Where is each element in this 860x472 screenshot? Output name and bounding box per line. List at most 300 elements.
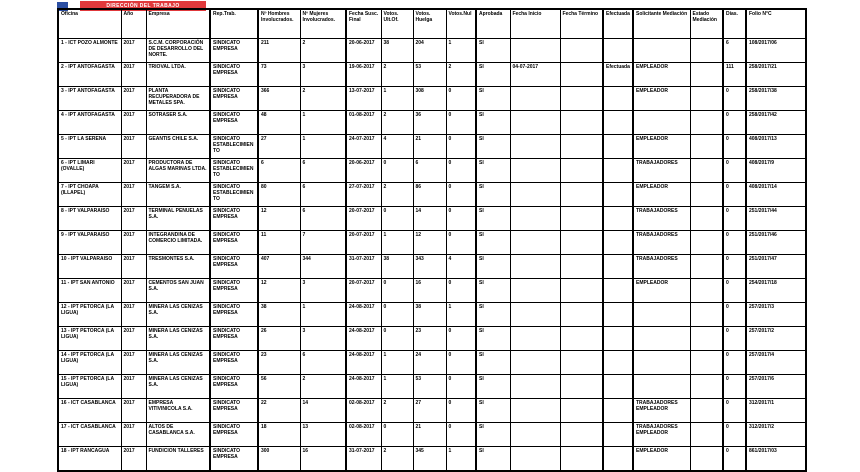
table-cell — [690, 327, 723, 351]
table-cell — [603, 111, 633, 135]
table-cell: 0 — [723, 87, 746, 111]
column-header: Oficina — [58, 9, 121, 39]
table-cell: 24-07-2017 — [346, 135, 381, 159]
table-cell: 24-08-2017 — [346, 327, 381, 351]
table-cell: 0 — [446, 87, 476, 111]
column-header: Nº Hombres Involucrados. — [258, 9, 300, 39]
table-cell — [560, 135, 603, 159]
table-cell: 0 — [723, 279, 746, 303]
table-cell — [633, 111, 690, 135]
column-header: Votos. Huelga — [413, 9, 446, 39]
table-cell: 16 — [300, 447, 346, 472]
table-cell: 257/2017/3 — [746, 303, 806, 327]
table-cell — [510, 375, 560, 399]
table-cell: 0 — [446, 135, 476, 159]
table-cell: PRODUCTORA DE ALGAS MARINAS LTDA. — [146, 159, 210, 183]
table-cell: SINDICATO EMPRESA — [210, 375, 258, 399]
table-cell: 38 — [258, 303, 300, 327]
table-cell: 211 — [258, 39, 300, 63]
table-cell: TRABAJADORES — [633, 255, 690, 279]
table-cell: 56 — [258, 375, 300, 399]
table-row — [58, 135, 806, 159]
table-cell: 2017 — [121, 279, 146, 303]
table-cell: 0 — [446, 207, 476, 231]
column-header: Días. — [723, 9, 746, 39]
table-cell: 6 — [723, 39, 746, 63]
table-row — [58, 159, 806, 183]
table-cell: SINDICATO EMPRESA — [210, 447, 258, 472]
table-cell: 2017 — [121, 207, 146, 231]
table-cell: 257/2017/6 — [746, 375, 806, 399]
table-cell: 53 — [413, 375, 446, 399]
table-cell: 251/2017/46 — [746, 231, 806, 255]
table-cell: SINDICATO EMPRESA — [210, 87, 258, 111]
table-cell: 4 - IPT ANTOFAGASTA — [58, 111, 121, 135]
table-cell: 0 — [446, 351, 476, 375]
table-cell: SINDICATO EMPRESA — [210, 279, 258, 303]
table-cell: 0 — [723, 423, 746, 447]
table-cell: 73 — [258, 63, 300, 87]
table-cell — [603, 183, 633, 207]
table-cell: SOTRASER S.A. — [146, 111, 210, 135]
table-cell: 21 — [413, 135, 446, 159]
table-cell — [603, 327, 633, 351]
table-cell: 0 — [381, 207, 413, 231]
table-cell: 2 — [381, 111, 413, 135]
table-cell: 27-07-2017 — [346, 183, 381, 207]
table-cell — [603, 39, 633, 63]
table-cell — [510, 279, 560, 303]
table-cell: MINERA LAS CENIZAS S.A. — [146, 351, 210, 375]
table-cell: SI — [476, 231, 510, 255]
table-cell — [603, 399, 633, 423]
table-cell — [510, 447, 560, 472]
table-cell: 0 — [381, 327, 413, 351]
table-row — [58, 207, 806, 231]
table-cell: 258/2017/21 — [746, 63, 806, 87]
table-cell: ALTOS DE CASABLANCA S.A. — [146, 423, 210, 447]
table-cell: 343 — [413, 255, 446, 279]
table-cell: 0 — [446, 183, 476, 207]
table-cell: 21 — [413, 423, 446, 447]
table-cell: 1 — [300, 111, 346, 135]
table-cell — [560, 351, 603, 375]
table-cell — [560, 447, 603, 472]
table-cell: 7 — [300, 231, 346, 255]
table-cell — [603, 207, 633, 231]
table-cell — [603, 303, 633, 327]
column-header: Rep.Trab. — [210, 9, 258, 39]
table-cell: EMPRESA VITIVINICOLA S.A. — [146, 399, 210, 423]
table-cell: 4 — [381, 135, 413, 159]
table-cell: SI — [476, 279, 510, 303]
table-cell: 12 - IPT PETORCA (LA LIGUA) — [58, 303, 121, 327]
table-cell: 1 - ICT POZO ALMONTE — [58, 39, 121, 63]
table-cell: 02-08-2017 — [346, 399, 381, 423]
table-cell: MINERA LAS CENIZAS S.A. — [146, 375, 210, 399]
table-cell — [690, 159, 723, 183]
table-cell — [510, 111, 560, 135]
table-cell: SINDICATO ESTABLECIMIENTO — [210, 183, 258, 207]
table-cell: 0 — [723, 183, 746, 207]
table-cell: 258/2017/38 — [746, 87, 806, 111]
table-cell: 20-06-2017 — [346, 39, 381, 63]
table-cell — [690, 231, 723, 255]
table-cell: 0 — [723, 447, 746, 472]
table-cell: SI — [476, 327, 510, 351]
table-cell: 3 — [300, 279, 346, 303]
table-cell: 2017 — [121, 447, 146, 472]
table-cell — [633, 351, 690, 375]
table-cell — [690, 63, 723, 87]
table-cell — [560, 207, 603, 231]
table-cell: 1 — [381, 351, 413, 375]
table-cell: 0 — [723, 231, 746, 255]
table-cell: 2017 — [121, 375, 146, 399]
table-cell: 111 — [723, 63, 746, 87]
table-cell: 257/2017/4 — [746, 351, 806, 375]
table-cell: 345 — [413, 447, 446, 472]
table-cell: SINDICATO EMPRESA — [210, 303, 258, 327]
table-cell: 2017 — [121, 63, 146, 87]
table-cell: SI — [476, 159, 510, 183]
table-cell: 6 - IPT LIMARI (OVALLE) — [58, 159, 121, 183]
table-cell: 5 - IPT LA SERENA — [58, 135, 121, 159]
table-cell: SI — [476, 207, 510, 231]
strikes-report-table — [57, 8, 807, 472]
table-cell: 0 — [723, 375, 746, 399]
table-cell — [690, 423, 723, 447]
table-cell — [560, 255, 603, 279]
table-cell — [560, 423, 603, 447]
table-cell: 22 — [258, 399, 300, 423]
table-cell: 8 - IPT VALPARAISO — [58, 207, 121, 231]
table-cell — [510, 303, 560, 327]
table-cell: 0 — [446, 423, 476, 447]
table-cell: 0 — [381, 303, 413, 327]
table-cell — [560, 279, 603, 303]
table-cell: GEANTIS CHILE S.A. — [146, 135, 210, 159]
table-row — [58, 111, 806, 135]
table-cell: 20-06-2017 — [346, 159, 381, 183]
table-cell: 1 — [381, 375, 413, 399]
table-cell: 2 - IPT ANTOFAGASTA — [58, 63, 121, 87]
table-cell: 13 - IPT PETORCA (LA LIGUA) — [58, 327, 121, 351]
table-cell: 300 — [258, 447, 300, 472]
table-cell: 23 — [258, 351, 300, 375]
table-cell: 18 - IPT RANCAGUA — [58, 447, 121, 472]
table-cell: EMPLEADOR — [633, 87, 690, 111]
table-cell: SINDICATO EMPRESA — [210, 327, 258, 351]
table-cell — [560, 87, 603, 111]
table-cell: MINERA LAS CENIZAS S.A. — [146, 303, 210, 327]
table-cell: 2017 — [121, 39, 146, 63]
table-cell: 408/2017/13 — [746, 135, 806, 159]
table-cell: 861/2017/03 — [746, 447, 806, 472]
table-cell: Efectuada — [603, 63, 633, 87]
table-cell: 2017 — [121, 231, 146, 255]
table-cell: TERMINAL PENUELAS S.A. — [146, 207, 210, 231]
table-cell: SI — [476, 111, 510, 135]
table-cell — [690, 183, 723, 207]
column-header: Fecha Término — [560, 9, 603, 39]
table-cell: SI — [476, 303, 510, 327]
table-cell: 16 — [413, 279, 446, 303]
table-cell: SINDICATO EMPRESA — [210, 255, 258, 279]
table-cell: 2017 — [121, 423, 146, 447]
table-cell: 18 — [258, 423, 300, 447]
column-header: Empresa — [146, 9, 210, 39]
column-header: Efectuada — [603, 9, 633, 39]
table-cell — [510, 399, 560, 423]
table-row — [58, 447, 806, 472]
table-cell: 2 — [446, 63, 476, 87]
report-table-wrapper — [57, 8, 805, 472]
table-cell: 20-07-2017 — [346, 279, 381, 303]
table-cell — [690, 255, 723, 279]
table-cell: SINDICATO EMPRESA — [210, 63, 258, 87]
table-cell — [560, 375, 603, 399]
table-cell: SI — [476, 423, 510, 447]
table-cell: 0 — [446, 111, 476, 135]
table-cell: TRESMONTES S.A. — [146, 255, 210, 279]
table-cell: EMPLEADOR — [633, 447, 690, 472]
table-cell: 12 — [413, 231, 446, 255]
table-row — [58, 375, 806, 399]
table-cell: 86 — [413, 183, 446, 207]
table-cell: 02-08-2017 — [346, 423, 381, 447]
table-row — [58, 183, 806, 207]
table-cell: TRIOVAL LTDA. — [146, 63, 210, 87]
table-cell: 2 — [381, 183, 413, 207]
table-cell: SINDICATO EMPRESA — [210, 231, 258, 255]
table-cell — [560, 111, 603, 135]
table-cell: SINDICATO EMPRESA — [210, 351, 258, 375]
table-cell: SI — [476, 39, 510, 63]
table-cell: 38 — [381, 255, 413, 279]
table-cell: 12 — [258, 279, 300, 303]
table-cell — [690, 111, 723, 135]
table-cell: EMPLEADOR — [633, 135, 690, 159]
table-cell — [690, 279, 723, 303]
table-cell: 26 — [258, 327, 300, 351]
table-cell: 2017 — [121, 159, 146, 183]
table-row — [58, 351, 806, 375]
table-cell — [510, 207, 560, 231]
column-header: Votos. Ult.Of. — [381, 9, 413, 39]
table-cell: CEMENTOS SAN JUAN S.A. — [146, 279, 210, 303]
table-cell — [633, 39, 690, 63]
table-cell: 10 - IPT VALPARAISO — [58, 255, 121, 279]
table-cell: TRABAJADORES EMPLEADOR — [633, 399, 690, 423]
table-cell — [633, 303, 690, 327]
table-cell: 308 — [413, 87, 446, 111]
table-cell: SI — [476, 63, 510, 87]
table-cell: 2017 — [121, 303, 146, 327]
table-cell: 27 — [413, 399, 446, 423]
table-cell: 1 — [300, 303, 346, 327]
logo-red-banner: DIRECCIÓN DEL TRABAJO — [80, 1, 206, 11]
table-cell: 2017 — [121, 87, 146, 111]
table-row — [58, 399, 806, 423]
table-cell: SI — [476, 255, 510, 279]
table-row — [58, 423, 806, 447]
table-cell — [510, 135, 560, 159]
table-cell: 3 - IPT ANTOFAGASTA — [58, 87, 121, 111]
table-cell — [560, 399, 603, 423]
table-cell: 2 — [381, 447, 413, 472]
table-cell: 80 — [258, 183, 300, 207]
table-cell: 366 — [258, 87, 300, 111]
table-cell: 11 - IPT SAN ANTONIO — [58, 279, 121, 303]
column-header: Solicitante Mediación — [633, 9, 690, 39]
table-cell — [510, 423, 560, 447]
table-cell: 20-07-2017 — [346, 231, 381, 255]
table-cell: 0 — [723, 255, 746, 279]
table-cell: 1 — [446, 39, 476, 63]
table-cell — [690, 207, 723, 231]
table-cell: TRABAJADORES — [633, 207, 690, 231]
table-cell: 408/2017/9 — [746, 159, 806, 183]
table-cell: 1 — [381, 231, 413, 255]
table-cell: 6 — [413, 159, 446, 183]
table-cell: 0 — [381, 423, 413, 447]
table-cell: 0 — [723, 351, 746, 375]
table-cell — [560, 159, 603, 183]
table-cell: 6 — [300, 351, 346, 375]
table-cell: 0 — [446, 279, 476, 303]
table-cell: 204 — [413, 39, 446, 63]
table-cell: EMPLEADOR — [633, 279, 690, 303]
table-cell: 2 — [381, 399, 413, 423]
table-cell: 38 — [381, 39, 413, 63]
table-cell: SI — [476, 447, 510, 472]
table-cell: TRABAJADORES — [633, 159, 690, 183]
table-cell: EMPLEADOR — [633, 63, 690, 87]
table-cell: 0 — [446, 375, 476, 399]
table-cell — [690, 447, 723, 472]
table-row — [58, 87, 806, 111]
table-cell: 31-07-2017 — [346, 255, 381, 279]
table-cell: 04-07-2017 — [510, 63, 560, 87]
column-header: Aprobada — [476, 9, 510, 39]
table-cell: SINDICATO EMPRESA — [210, 111, 258, 135]
table-cell: 48 — [258, 111, 300, 135]
table-cell — [560, 327, 603, 351]
table-cell: 36 — [413, 111, 446, 135]
table-cell — [510, 183, 560, 207]
table-cell: 408/2017/14 — [746, 183, 806, 207]
table-cell: 0 — [723, 111, 746, 135]
table-cell — [603, 375, 633, 399]
table-cell — [603, 159, 633, 183]
table-cell: SINDICATO EMPRESA — [210, 39, 258, 63]
table-cell — [603, 351, 633, 375]
table-cell: 4 — [446, 255, 476, 279]
table-cell: 3 — [300, 63, 346, 87]
table-cell: 6 — [258, 159, 300, 183]
table-cell: 257/2017/2 — [746, 327, 806, 351]
table-cell: S.C.M. CORPORACIÓN DE DESARROLLO DEL NORTE. — [146, 39, 210, 63]
table-cell — [560, 183, 603, 207]
table-cell: SINDICATO EMPRESA — [210, 423, 258, 447]
column-header: Año — [121, 9, 146, 39]
table-cell: 2 — [381, 63, 413, 87]
table-cell: 24-08-2017 — [346, 351, 381, 375]
table-cell — [690, 135, 723, 159]
table-cell: 1 — [446, 303, 476, 327]
table-cell: SI — [476, 351, 510, 375]
table-cell: SI — [476, 87, 510, 111]
table-cell: 13 — [300, 423, 346, 447]
table-cell: 0 — [446, 231, 476, 255]
table-cell: 38 — [413, 303, 446, 327]
table-cell: 1 — [300, 135, 346, 159]
table-cell: 23 — [413, 327, 446, 351]
table-cell: SINDICATO EMPRESA — [210, 399, 258, 423]
table-cell: SI — [476, 183, 510, 207]
table-cell: 13-07-2017 — [346, 87, 381, 111]
table-cell — [560, 39, 603, 63]
table-cell: 251/2017/44 — [746, 207, 806, 231]
table-cell: EMPLEADOR — [633, 183, 690, 207]
table-cell: 15 - IPT PETORCA (LA LIGUA) — [58, 375, 121, 399]
table-cell: 24-08-2017 — [346, 303, 381, 327]
table-cell — [690, 399, 723, 423]
table-cell — [690, 39, 723, 63]
table-row — [58, 303, 806, 327]
table-cell: PLANTA RECUPERADORA DE METALES SPA. — [146, 87, 210, 111]
table-cell — [690, 87, 723, 111]
table-cell: 2017 — [121, 255, 146, 279]
table-cell: 14 - IPT PETORCA (LA LIGUA) — [58, 351, 121, 375]
table-cell: 0 — [723, 399, 746, 423]
table-cell: 7 - IPT CHOAPA (ILLAPEL) — [58, 183, 121, 207]
table-cell: 108/2017/06 — [746, 39, 806, 63]
table-cell: FUNDICION TALLERES — [146, 447, 210, 472]
table-cell: MINERA LAS CENIZAS S.A. — [146, 327, 210, 351]
table-cell — [560, 63, 603, 87]
table-cell: SINDICATO EMPRESA — [210, 207, 258, 231]
table-cell — [560, 303, 603, 327]
table-cell: TANGEM S.A. — [146, 183, 210, 207]
table-cell — [633, 375, 690, 399]
table-cell: 258/2017/42 — [746, 111, 806, 135]
table-cell: 14 — [413, 207, 446, 231]
table-cell — [510, 351, 560, 375]
table-cell: 1 — [446, 447, 476, 472]
table-cell — [603, 87, 633, 111]
table-cell — [690, 351, 723, 375]
table-cell — [603, 231, 633, 255]
table-cell — [690, 375, 723, 399]
table-cell: SI — [476, 375, 510, 399]
table-cell: 312/2017/2 — [746, 423, 806, 447]
table-cell: 2 — [300, 375, 346, 399]
table-cell: 251/2017/47 — [746, 255, 806, 279]
table-cell: TRABAJADORES — [633, 231, 690, 255]
table-cell: 6 — [300, 159, 346, 183]
table-cell: 24 — [413, 351, 446, 375]
table-cell: 0 — [446, 159, 476, 183]
table-cell: 3 — [300, 327, 346, 351]
table-cell: 312/2017/1 — [746, 399, 806, 423]
table-cell — [510, 231, 560, 255]
table-cell: 01-08-2017 — [346, 111, 381, 135]
table-cell — [510, 87, 560, 111]
table-cell: 6 — [300, 183, 346, 207]
table-cell: INTEGRANDINA DE COMERCIO LIMITADA. — [146, 231, 210, 255]
